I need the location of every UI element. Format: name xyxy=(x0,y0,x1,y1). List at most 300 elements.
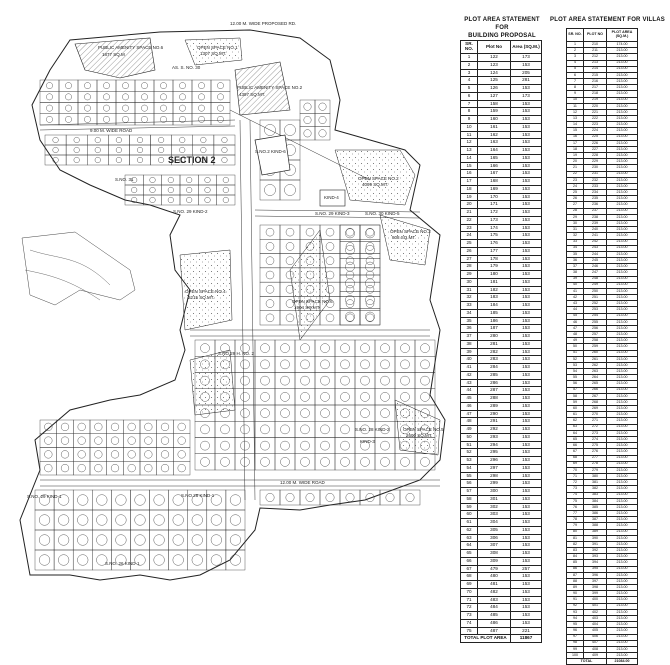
sr-no-cell: 87 xyxy=(567,572,584,578)
sr-no-cell: 77 xyxy=(567,511,584,517)
sr-no-cell: 7 xyxy=(461,100,478,108)
area-cell: 153 xyxy=(511,154,542,162)
plot-no-cell: 226 xyxy=(584,140,607,146)
plot-no-cell: 174 xyxy=(478,224,511,232)
plot-no-cell: 237 xyxy=(584,208,607,214)
sr-no-cell: 44 xyxy=(567,307,584,313)
plot-no-cell: 223 xyxy=(584,122,607,128)
plot-no-cell: 396 xyxy=(584,572,607,578)
plot-no-cell: 187 xyxy=(478,325,511,333)
open-space-4-label: OPEN SPACE NO.4 xyxy=(185,289,226,294)
area-cell: 173 xyxy=(511,54,542,62)
plot-no-cell: 282 xyxy=(478,348,511,356)
area-cell: 153 xyxy=(511,232,542,240)
area-cell: 213.00 xyxy=(607,332,638,338)
sr-no-cell: 57 xyxy=(567,387,584,393)
area-cell: 153 xyxy=(511,426,542,434)
sr-no-cell: 17 xyxy=(461,178,478,186)
area-cell: 153 xyxy=(511,85,542,93)
sr-no-cell: 33 xyxy=(461,302,478,310)
sr-no-cell: 25 xyxy=(461,240,478,248)
area-cell: 213.00 xyxy=(607,338,638,344)
sr-no-cell: 61 xyxy=(461,519,478,527)
area-cell: 213.00 xyxy=(607,406,638,412)
area-cell: 153 xyxy=(511,371,542,379)
area-cell: 153 xyxy=(511,588,542,596)
sr-no-cell: 96 xyxy=(567,628,584,634)
area-cell: 213.00 xyxy=(607,480,638,486)
area-cell: 213.00 xyxy=(607,461,638,467)
sr-no-cell: 43 xyxy=(461,379,478,387)
sr-no-cell: 6 xyxy=(567,72,584,78)
area-cell: 213.00 xyxy=(607,640,638,646)
sr-no-cell: 57 xyxy=(461,488,478,496)
building-table-row xyxy=(461,433,542,441)
sr-no-cell: 9 xyxy=(567,91,584,97)
survey-label-6: S.NO. 28 KIND-2 xyxy=(355,427,390,432)
sr-no-cell: 34 xyxy=(461,309,478,317)
plot-no-cell: 249 xyxy=(584,282,607,288)
sr-no-cell: 69 xyxy=(461,581,478,589)
plot-no-cell: 262 xyxy=(584,362,607,368)
area-cell: 153 xyxy=(511,433,542,441)
building-table-row xyxy=(461,92,542,100)
sr-no-cell: 8 xyxy=(461,108,478,116)
plot-no-cell: 224 xyxy=(584,128,607,134)
sr-no-cell: 39 xyxy=(461,348,478,356)
area-cell: 213.00 xyxy=(607,412,638,418)
area-cell: 153 xyxy=(511,511,542,519)
sr-no-cell: 60 xyxy=(461,511,478,519)
sr-no-cell: 48 xyxy=(461,418,478,426)
plot-no-cell: 292 xyxy=(478,426,511,434)
sr-no-cell: 68 xyxy=(567,455,584,461)
plot-no-cell: 287 xyxy=(478,387,511,395)
sr-no-cell: 55 xyxy=(461,472,478,480)
sr-no-cell: 30 xyxy=(567,220,584,226)
sr-no-cell: 69 xyxy=(567,461,584,467)
sr-no-cell: 12 xyxy=(461,139,478,147)
open-space-1-area: 1307 SQ.MT. xyxy=(200,51,227,56)
area-cell: 153 xyxy=(511,201,542,209)
area-cell: 213.00 xyxy=(607,128,638,134)
sr-no-cell: 18 xyxy=(461,185,478,193)
sr-no-cell: 5 xyxy=(567,66,584,72)
area-cell: 213.00 xyxy=(607,375,638,381)
sr-no-cell: 73 xyxy=(461,612,478,620)
survey-label-1: S.NO. 29 KIND-2 xyxy=(173,209,208,214)
sr-no-cell: 71 xyxy=(567,474,584,480)
sr-no-cell: 93 xyxy=(567,609,584,615)
building-table-row xyxy=(461,85,542,93)
plot-no-cell: 261 xyxy=(584,356,607,362)
area-cell: 153 xyxy=(511,309,542,317)
sr-no-cell: 40 xyxy=(567,282,584,288)
plot-no-cell: 481 xyxy=(478,581,511,589)
building-table-row xyxy=(461,402,542,410)
survey-label-4: S.NO. 30 KIND-5 xyxy=(365,211,400,216)
plot-no-cell: 285 xyxy=(478,371,511,379)
plot-no-cell: 241 xyxy=(584,233,607,239)
building-table-row xyxy=(461,232,542,240)
plot-no-cell: 386 xyxy=(584,511,607,517)
area-cell: 213.00 xyxy=(607,54,638,60)
building-plot-table xyxy=(460,40,542,643)
sr-no-cell: 59 xyxy=(461,503,478,511)
area-cell: 153 xyxy=(511,480,542,488)
sr-no-cell: 66 xyxy=(461,557,478,565)
sr-no-cell: 2 xyxy=(567,48,584,54)
area-cell: 213.00 xyxy=(607,529,638,535)
building-table-row xyxy=(461,278,542,286)
plot-no-cell: 246 xyxy=(584,264,607,270)
plot-no-cell: 240 xyxy=(584,227,607,233)
plot-no-cell: 234 xyxy=(584,190,607,196)
sr-no-cell: 10 xyxy=(567,97,584,103)
area-cell: 153 xyxy=(511,139,542,147)
area-cell: 153 xyxy=(511,162,542,170)
plot-no-cell: 301 xyxy=(478,495,511,503)
sr-no-cell: 20 xyxy=(461,201,478,209)
area-cell: 213.00 xyxy=(607,399,638,405)
plot-no-cell: 391 xyxy=(584,541,607,547)
area-cell: 213.00 xyxy=(607,381,638,387)
sr-no-cell: 89 xyxy=(567,585,584,591)
sr-no-cell: 26 xyxy=(461,247,478,255)
sr-no-cell: 35 xyxy=(461,317,478,325)
building-table-row xyxy=(461,395,542,403)
area-cell: 213.00 xyxy=(607,91,638,97)
building-table-row xyxy=(461,209,542,217)
area-cell: 153 xyxy=(511,325,542,333)
area-cell: 153 xyxy=(511,503,542,511)
sr-no-cell: 31 xyxy=(461,286,478,294)
sr-no-cell: 81 xyxy=(567,535,584,541)
area-cell: 213.00 xyxy=(607,239,638,245)
sr-no-cell: 35 xyxy=(567,251,584,257)
sr-no-cell: 79 xyxy=(567,523,584,529)
area-cell: 213.00 xyxy=(607,295,638,301)
area-cell: 153 xyxy=(511,278,542,286)
sr-no-cell: 19 xyxy=(567,153,584,159)
sr-no-cell: 47 xyxy=(461,410,478,418)
area-cell: 153 xyxy=(511,271,542,279)
sr-no-cell: 13 xyxy=(461,147,478,155)
sr-no-cell: 53 xyxy=(461,457,478,465)
survey-label-11: S.NO. 31 xyxy=(115,177,134,182)
area-cell: 213.00 xyxy=(607,48,638,54)
plot-no-cell: 178 xyxy=(478,255,511,263)
building-table-row xyxy=(461,371,542,379)
building-table-row xyxy=(461,216,542,224)
sr-no-cell: 83 xyxy=(567,548,584,554)
sr-no-cell: 26 xyxy=(567,196,584,202)
villa-col-area: PLOT AREA (SQ.M.) xyxy=(607,29,638,42)
sr-no-cell: 45 xyxy=(461,395,478,403)
sr-no-cell: 52 xyxy=(567,356,584,362)
area-cell: 213.00 xyxy=(607,276,638,282)
area-cell: 153 xyxy=(511,519,542,527)
plot-no-cell: 219 xyxy=(584,97,607,103)
sr-no-cell: 98 xyxy=(567,640,584,646)
sr-no-cell: 68 xyxy=(461,573,478,581)
plot-no-cell: 278 xyxy=(584,461,607,467)
inset-location-map xyxy=(22,232,135,305)
sr-no-cell: 51 xyxy=(567,350,584,356)
sr-no-cell: 25 xyxy=(567,190,584,196)
public-amenity-2-area: 4397 SQ.MT. xyxy=(239,92,266,97)
sr-no-cell: 75 xyxy=(567,498,584,504)
area-cell: 213.00 xyxy=(607,344,638,350)
plot-no-cell: 125 xyxy=(478,77,511,85)
sr-no-cell: 2 xyxy=(461,61,478,69)
building-table-row xyxy=(461,457,542,465)
sr-no-cell: 24 xyxy=(461,232,478,240)
building-table-row xyxy=(461,464,542,472)
plot-no-cell: 283 xyxy=(478,356,511,364)
area-cell: 153 xyxy=(511,581,542,589)
area-cell: 257 xyxy=(511,565,542,573)
sr-no-cell: 51 xyxy=(461,441,478,449)
plot-no-cell: 163 xyxy=(478,139,511,147)
building-table-row xyxy=(461,604,542,612)
plot-no-cell: 221 xyxy=(584,109,607,115)
plot-no-cell: 229 xyxy=(584,159,607,165)
building-table-row xyxy=(461,488,542,496)
sr-no-cell: 80 xyxy=(567,529,584,535)
sr-no-cell: 72 xyxy=(567,480,584,486)
area-cell: 213.00 xyxy=(607,227,638,233)
open-space-3-label: OPEN SPACE NO.3 xyxy=(390,229,431,234)
plot-no-cell: 167 xyxy=(478,170,511,178)
plot-no-cell: 296 xyxy=(478,457,511,465)
area-cell: 213.00 xyxy=(607,146,638,152)
area-cell: 213.00 xyxy=(607,486,638,492)
plot-no-cell: 257 xyxy=(584,332,607,338)
area-cell: 213.00 xyxy=(607,566,638,572)
plot-no-cell: 217 xyxy=(584,85,607,91)
area-cell: 213.00 xyxy=(607,356,638,362)
sr-no-cell: 49 xyxy=(461,426,478,434)
sr-no-cell: 4 xyxy=(461,77,478,85)
plot-no-cell: 279 xyxy=(584,467,607,473)
building-table-row xyxy=(461,526,542,534)
area-cell: 153 xyxy=(511,449,542,457)
sr-no-cell: 11 xyxy=(461,131,478,139)
plot-no-cell: 400 xyxy=(584,597,607,603)
plot-no-cell: 248 xyxy=(584,276,607,282)
area-cell: 213.00 xyxy=(607,220,638,226)
area-cell: 281 xyxy=(511,77,542,85)
area-cell: 213.00 xyxy=(607,591,638,597)
sr-no-cell: 91 xyxy=(567,597,584,603)
building-table-row xyxy=(461,131,542,139)
villa-total-label: TOTAL xyxy=(567,659,607,665)
plot-no-cell: 180 xyxy=(478,271,511,279)
plot-no-cell: 263 xyxy=(584,369,607,375)
plot-no-cell: 258 xyxy=(584,338,607,344)
sr-no-cell: 31 xyxy=(567,227,584,233)
area-cell: 213.00 xyxy=(607,258,638,264)
building-table-row xyxy=(461,356,542,364)
building-table-row xyxy=(461,170,542,178)
col-plot-no: Plot No xyxy=(478,41,511,54)
public-amenity-6-label: PUBLIC AMENITY SPACE NO.6 xyxy=(98,45,164,50)
area-cell: 213.00 xyxy=(607,535,638,541)
plot-no-cell: 211 xyxy=(584,48,607,54)
plot-no-cell: 267 xyxy=(584,393,607,399)
sr-no-cell: 56 xyxy=(461,480,478,488)
plot-no-cell: 185 xyxy=(478,309,511,317)
survey-label-8: S.NO.28 KIND-1 xyxy=(181,493,215,498)
plot-no-cell: 306 xyxy=(478,534,511,542)
plot-no-cell: 228 xyxy=(584,153,607,159)
building-table-subtitle: BUILDING PROPOSAL xyxy=(468,33,536,39)
area-cell: 213.00 xyxy=(607,122,638,128)
sr-no-cell: 8 xyxy=(567,85,584,91)
plot-no-cell: 232 xyxy=(584,177,607,183)
sr-no-cell: 60 xyxy=(567,406,584,412)
sr-no-cell: 28 xyxy=(461,263,478,271)
plot-no-cell: 255 xyxy=(584,319,607,325)
plot-no-cell: 162 xyxy=(478,131,511,139)
plot-no-cell: 309 xyxy=(478,557,511,565)
area-cell: 213.00 xyxy=(607,387,638,393)
building-table-row xyxy=(461,495,542,503)
open-space-2-label: OPEN SPACE NO.2 xyxy=(358,176,399,181)
building-table-row xyxy=(461,100,542,108)
plot-no-cell: 286 xyxy=(478,379,511,387)
plot-no-cell: 231 xyxy=(584,171,607,177)
plot-no-cell: 243 xyxy=(584,245,607,251)
plot-no-cell: 215 xyxy=(584,72,607,78)
road-label-2: 12.00 M. WIDE ROAD xyxy=(280,480,325,485)
area-cell: 153 xyxy=(511,418,542,426)
sr-no-cell: 14 xyxy=(567,122,584,128)
area-cell: 213.00 xyxy=(607,140,638,146)
plot-no-cell: 293 xyxy=(478,433,511,441)
plot-no-cell: 484 xyxy=(478,604,511,612)
area-cell: 153 xyxy=(511,178,542,186)
site-boundary xyxy=(20,30,445,580)
building-table-row xyxy=(461,340,542,348)
sr-no-cell: 13 xyxy=(567,116,584,122)
sr-no-cell: 88 xyxy=(567,578,584,584)
area-cell: 153 xyxy=(511,170,542,178)
area-cell: 153 xyxy=(511,193,542,201)
plot-no-cell: 406 xyxy=(584,634,607,640)
sr-no-cell: 92 xyxy=(567,603,584,609)
area-cell: 213.00 xyxy=(607,523,638,529)
plot-no-cell: 308 xyxy=(478,550,511,558)
building-total-value: 11867 xyxy=(511,635,542,643)
sr-no-cell: 41 xyxy=(461,364,478,372)
plot-no-cell: 394 xyxy=(584,560,607,566)
area-cell: 213.00 xyxy=(607,153,638,159)
plot-no-cell: 480 xyxy=(478,573,511,581)
building-table-row xyxy=(461,410,542,418)
sr-no-cell: 32 xyxy=(461,294,478,302)
building-table-row xyxy=(461,302,542,310)
plot-no-cell: 295 xyxy=(478,449,511,457)
building-table-row xyxy=(461,550,542,558)
sr-no-cell: 37 xyxy=(567,264,584,270)
area-cell: 213.00 xyxy=(607,72,638,78)
sr-no-cell: 34 xyxy=(567,245,584,251)
area-cell: 153 xyxy=(511,604,542,612)
sr-no-cell: 42 xyxy=(567,295,584,301)
plot-no-cell: 299 xyxy=(478,480,511,488)
sr-no-cell: 45 xyxy=(567,313,584,319)
sr-no-cell: 54 xyxy=(461,464,478,472)
area-cell: 213.00 xyxy=(607,653,638,659)
area-cell: 213.00 xyxy=(607,116,638,122)
plot-no-cell: 271 xyxy=(584,418,607,424)
area-cell: 213.00 xyxy=(607,424,638,430)
sr-no-cell: 43 xyxy=(567,301,584,307)
plot-no-cell: 216 xyxy=(584,79,607,85)
plot-no-cell: 276 xyxy=(584,449,607,455)
plot-no-cell: 214 xyxy=(584,66,607,72)
building-table-row xyxy=(461,271,542,279)
building-table-row xyxy=(461,573,542,581)
area-cell: 153 xyxy=(511,402,542,410)
villa-plot-area-panel xyxy=(550,16,668,665)
area-cell: 153 xyxy=(511,286,542,294)
sr-no-cell: 16 xyxy=(567,134,584,140)
plot-no-cell: 288 xyxy=(478,395,511,403)
area-cell: 153 xyxy=(511,108,542,116)
col-area: Area (SQ.M.) xyxy=(511,41,542,54)
plot-no-cell: 389 xyxy=(584,529,607,535)
area-cell: 213.00 xyxy=(607,245,638,251)
area-cell: 213.00 xyxy=(607,208,638,214)
area-cell: 213.00 xyxy=(607,79,638,85)
area-cell: 213.00 xyxy=(607,202,638,208)
sr-no-cell: 65 xyxy=(461,550,478,558)
area-cell: 153 xyxy=(511,185,542,193)
area-cell: 153 xyxy=(511,542,542,550)
sr-no-cell: 42 xyxy=(461,371,478,379)
plot-no-cell: 385 xyxy=(584,504,607,510)
building-table-row xyxy=(461,263,542,271)
building-table-row xyxy=(461,449,542,457)
building-table-row xyxy=(461,317,542,325)
area-cell: 213.00 xyxy=(607,467,638,473)
sr-no-cell: 10 xyxy=(461,123,478,131)
plot-no-cell: 225 xyxy=(584,134,607,140)
plot-no-cell: 236 xyxy=(584,202,607,208)
plot-no-cell: 166 xyxy=(478,162,511,170)
sr-no-cell: 67 xyxy=(567,449,584,455)
plot-no-cell: 395 xyxy=(584,566,607,572)
gat-label: AS. S. NO. 30 xyxy=(172,65,201,70)
area-cell: 153 xyxy=(511,534,542,542)
plot-no-cell: 239 xyxy=(584,220,607,226)
plot-no-cell: 270 xyxy=(584,412,607,418)
sr-no-cell: 85 xyxy=(567,560,584,566)
area-cell: 153 xyxy=(511,247,542,255)
sr-no-cell: 20 xyxy=(567,159,584,165)
sr-no-cell: 49 xyxy=(567,338,584,344)
area-cell: 153 xyxy=(511,356,542,364)
area-cell: 213.00 xyxy=(607,270,638,276)
plot-no-cell: 272 xyxy=(584,424,607,430)
building-table-row xyxy=(461,185,542,193)
area-cell: 153 xyxy=(511,340,542,348)
area-cell: 213.00 xyxy=(607,646,638,652)
building-table-row xyxy=(461,139,542,147)
